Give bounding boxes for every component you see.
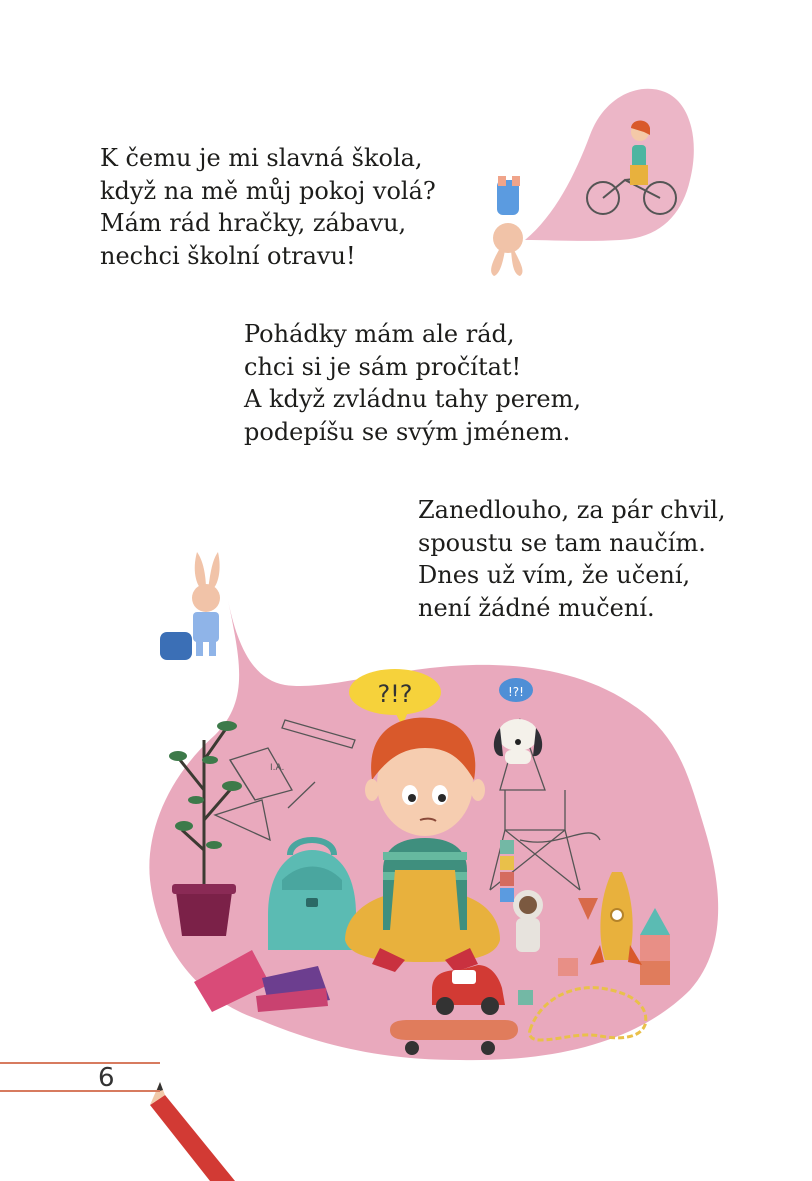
verse-line: spoustu se tam naučím. bbox=[418, 528, 706, 557]
astronaut-toy bbox=[513, 890, 543, 952]
verse-line: podepíšu se svým jménem. bbox=[244, 417, 571, 446]
book-label: I.A. bbox=[270, 763, 285, 773]
verse-line: A když zvládnu tahy perem, bbox=[244, 385, 582, 413]
verse-line: Zanedlouho, za pár chvil, bbox=[418, 496, 726, 524]
verse-line: nechci školní otravu! bbox=[100, 241, 356, 270]
verse-line: Dnes už vím, že učení, bbox=[418, 561, 691, 589]
verse-line: když na mě můj pokoj volá? bbox=[100, 176, 436, 205]
verse-line: Mám rád hračky, zábavu, bbox=[100, 209, 407, 237]
footer-line-bottom bbox=[0, 1090, 160, 1092]
verse-line: K čemu je mi slavná škola, bbox=[100, 144, 423, 172]
pencil bbox=[150, 1082, 235, 1181]
dog-bubble-text: !?! bbox=[508, 685, 524, 699]
verse-line: není žádné mučení. bbox=[418, 593, 655, 622]
boy-bubble-text: ?!? bbox=[377, 680, 413, 708]
bunny-with-bag bbox=[160, 552, 220, 660]
verse-line: Pohádky mám ale rád, bbox=[244, 320, 515, 348]
page-number: 6 bbox=[98, 1063, 115, 1093]
footer-line-top bbox=[0, 1062, 160, 1064]
upside-down-bunny bbox=[491, 176, 523, 276]
girl-on-bike-bubble bbox=[525, 89, 694, 241]
verse-line: chci si je sám pročítat! bbox=[244, 352, 522, 381]
